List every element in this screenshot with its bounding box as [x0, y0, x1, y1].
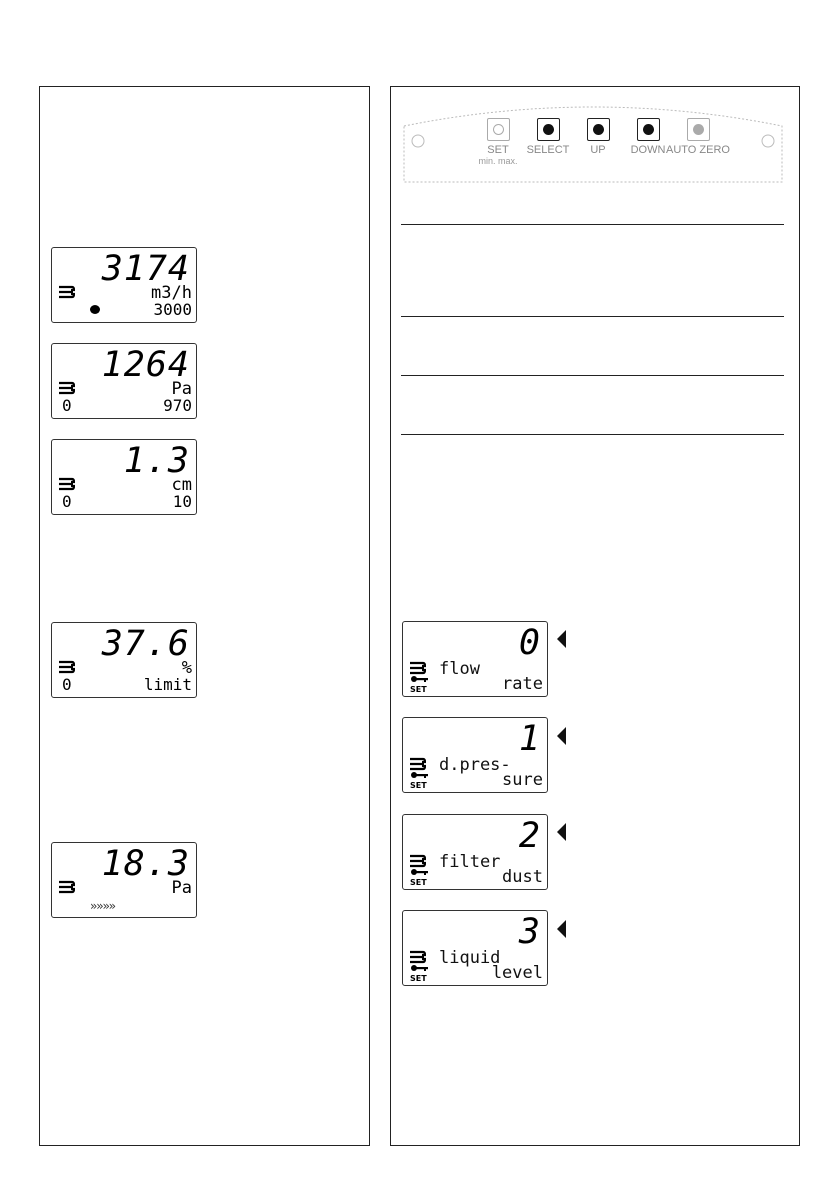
lcd-unit: cm [171, 475, 192, 495]
lcd-unit: % [181, 658, 192, 678]
lcd-display [51, 343, 197, 419]
logo-icon [57, 659, 75, 675]
select-button-label: SELECT [526, 144, 570, 156]
set-button-label: SET [487, 144, 509, 156]
lcd-unit: Pa [171, 379, 192, 399]
chevrons-icon: »»»» [90, 899, 115, 913]
logo-icon [408, 660, 426, 676]
lcd-display [402, 621, 548, 697]
lcd-unit: Pa [171, 878, 192, 898]
lcd-bottom-left: 0 [62, 492, 72, 511]
logo-icon [57, 380, 75, 396]
logo-icon [408, 949, 426, 965]
divider [401, 434, 784, 435]
lcd-bottom-left: 0 [62, 396, 72, 415]
lcd-bottom-value: 10 [172, 492, 192, 511]
key-set-icon [409, 964, 433, 982]
auto-zero-button-label: AUTO ZERO [666, 144, 730, 156]
left-panel [39, 86, 370, 1146]
up-button-label: UP [590, 144, 606, 156]
lcd-bottom-left: 0 [62, 675, 72, 694]
auto-zero-button[interactable] [663, 118, 733, 156]
lcd-display [402, 814, 548, 890]
lcd-bottom-value: limit [143, 675, 192, 694]
lcd-main-value: 3 [518, 912, 541, 952]
lcd-bottom-value: 970 [163, 396, 192, 415]
svg-text:SET: SET [410, 781, 427, 789]
divider [401, 316, 784, 317]
pointer-arrow-icon [557, 920, 566, 938]
logo-icon [408, 756, 426, 772]
lcd-line2: rate [502, 674, 543, 694]
lcd-main-value: 0 [518, 623, 541, 663]
lcd-display [51, 842, 197, 918]
lcd-display [402, 717, 548, 793]
key-set-icon [409, 675, 433, 693]
lcd-main-value: 1.3 [123, 441, 190, 481]
lcd-main-value: 18.3 [101, 844, 190, 884]
lcd-line2: level [491, 963, 543, 983]
lcd-main-value: 2 [518, 816, 541, 856]
logo-icon [408, 853, 426, 869]
svg-text:SET: SET [410, 878, 427, 886]
key-set-icon [409, 771, 433, 789]
lcd-main-value: 1 [518, 719, 541, 759]
lcd-line2: dust [502, 867, 543, 887]
lcd-display [51, 247, 197, 323]
divider [401, 224, 784, 225]
svg-text:SET: SET [410, 685, 427, 693]
svg-text:SET: SET [410, 974, 427, 982]
lcd-line2: sure [502, 770, 543, 790]
status-dot-icon [90, 305, 100, 314]
key-set-icon [409, 868, 433, 886]
right-panel [390, 86, 800, 1146]
lcd-main-value: 3174 [101, 249, 190, 289]
pointer-arrow-icon [557, 727, 566, 745]
lcd-display [51, 622, 197, 698]
lcd-line1: filter [439, 852, 501, 872]
logo-icon [57, 476, 75, 492]
lcd-line1: d.pres- [439, 755, 511, 775]
button-strip [400, 96, 786, 186]
lcd-main-value: 1264 [101, 345, 190, 385]
lcd-display [51, 439, 197, 515]
divider [401, 375, 784, 376]
lcd-main-value: 37.6 [101, 624, 190, 664]
down-button-label: DOWN [630, 144, 666, 156]
lcd-bottom-value: 3000 [153, 300, 192, 319]
lcd-display [402, 910, 548, 986]
logo-icon [57, 879, 75, 895]
pointer-arrow-icon [557, 823, 566, 841]
set-button-sublabel: min. max. [478, 156, 518, 166]
pointer-arrow-icon [557, 630, 566, 648]
logo-icon [57, 284, 75, 300]
lcd-unit: m3/h [151, 283, 192, 303]
lcd-line1: liquid [439, 948, 501, 968]
lcd-line1: flow [439, 659, 480, 679]
